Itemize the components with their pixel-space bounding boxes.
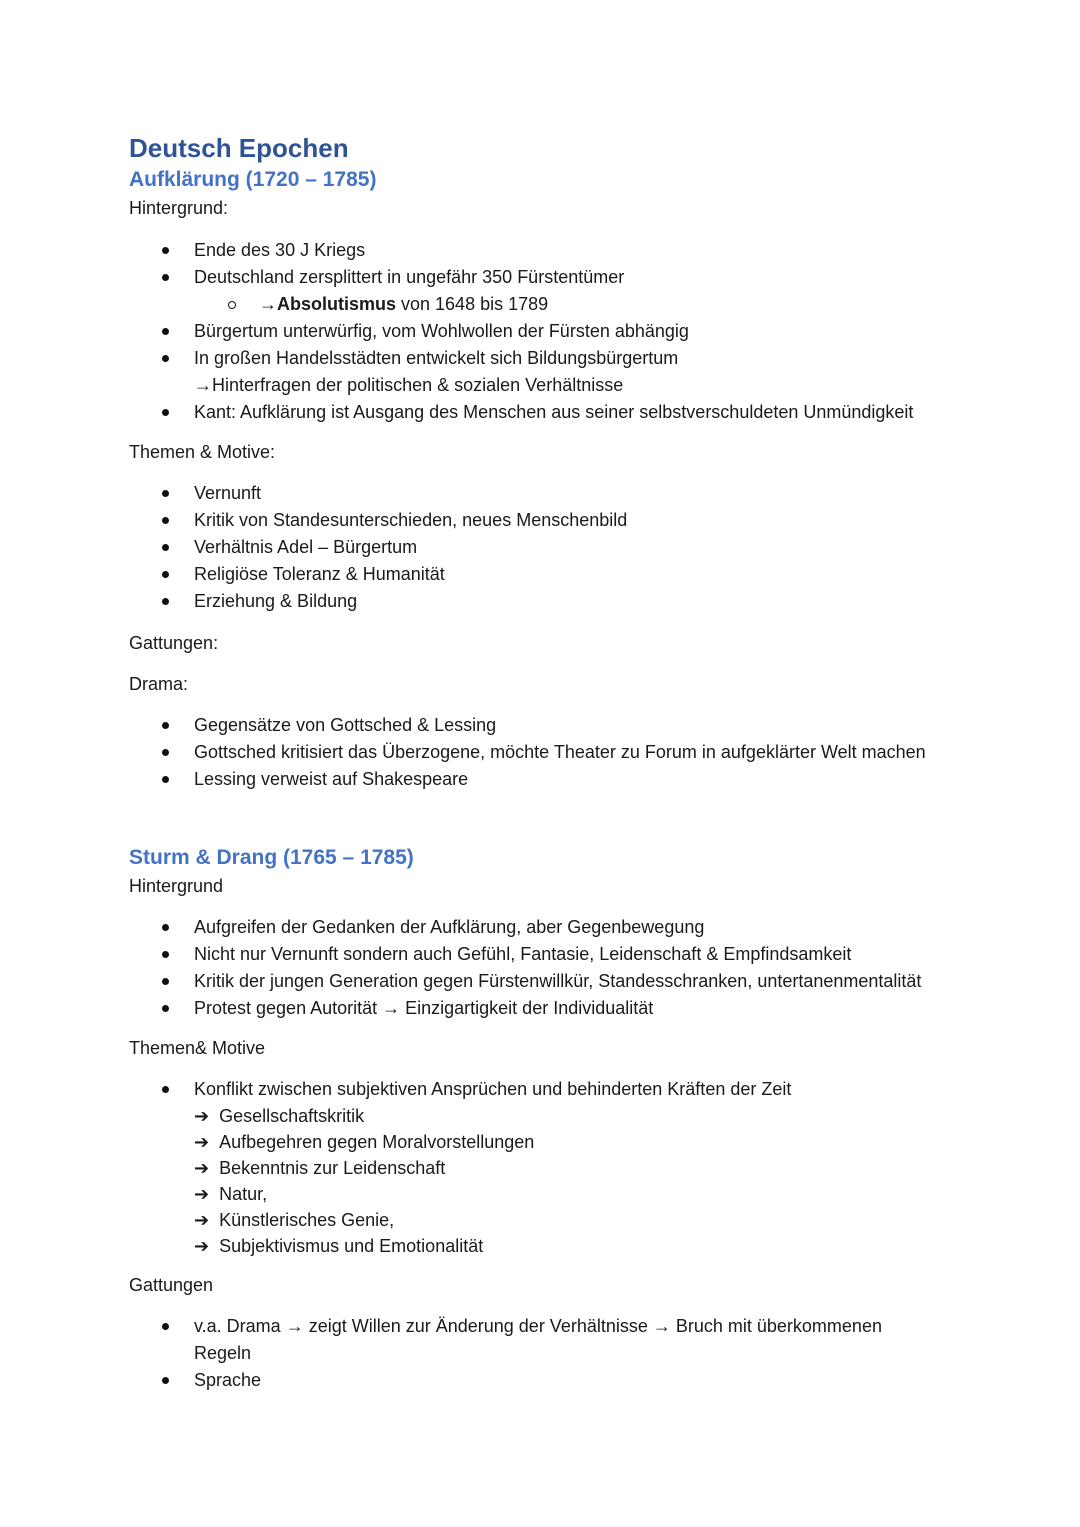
- arrow-icon: →: [259, 294, 277, 314]
- sub-list-item: [129, 291, 989, 318]
- arrow-icon: ➔: [194, 1236, 210, 1256]
- label-hintergrund-sturm: Hintergrund: [129, 876, 224, 896]
- arrow-icon: ➔: [194, 1184, 210, 1204]
- list-gattungen-sturm: [129, 1313, 989, 1394]
- item-text: Sprache: [194, 1370, 262, 1390]
- bullet-icon: [162, 722, 169, 729]
- item-text: Künstlerisches Genie,: [219, 1210, 395, 1230]
- continuation-line: [194, 372, 989, 399]
- arrow-icon: →: [652, 1316, 671, 1336]
- bullet-icon: [162, 924, 169, 931]
- bullet-icon: [162, 978, 169, 985]
- item-text: Aufgreifen der Gedanken der Aufklärung, aber Gegenbewegung: [194, 917, 705, 937]
- arrow-icon: →: [194, 375, 212, 395]
- arrow-icon: ➔: [194, 1158, 210, 1178]
- arrow-list-item: [194, 1103, 989, 1129]
- item-text: Ende des 30 J Kriegs: [194, 240, 366, 260]
- list-item: [129, 941, 989, 968]
- list-item: [129, 345, 989, 399]
- item-text: Subjektivismus und Emotionalität: [219, 1236, 484, 1256]
- list-hintergrund-sturm: [129, 914, 989, 1022]
- arrow-icon: ➔: [194, 1132, 210, 1152]
- bullet-icon: [162, 776, 169, 783]
- list-themen: [129, 480, 989, 615]
- bullet-icon: [162, 1323, 169, 1330]
- bullet-icon: [162, 1086, 169, 1093]
- item-text: zeigt Willen zur Änderung der Verhältnisse: [303, 1316, 653, 1336]
- bullet-icon: [162, 247, 169, 254]
- label-themen-sturm: Themen& Motive: [129, 1038, 266, 1058]
- list-item: [129, 914, 989, 941]
- list-item: [129, 1076, 989, 1259]
- arrow-icon: →: [382, 998, 401, 1018]
- item-text: Gesellschaftskritik: [219, 1106, 365, 1126]
- item-text: Lessing verweist auf Shakespeare: [194, 769, 469, 789]
- list-item: [129, 995, 989, 1022]
- document-title: Deutsch Epochen: [129, 133, 349, 163]
- continuation-line: Regeln: [194, 1343, 252, 1363]
- list-item: [129, 1313, 989, 1367]
- list-item: [129, 534, 989, 561]
- arrow-icon: →: [285, 1316, 304, 1336]
- item-text: Aufbegehren gegen Moralvorstellungen: [219, 1132, 535, 1152]
- item-bold-text: Absolutismus: [277, 294, 397, 314]
- item-text: Konflikt zwischen subjektiven Ansprüchen und behinderten Kräften der Zeit: [194, 1079, 792, 1099]
- item-text: Gegensätze von Gottsched & Lessing: [194, 715, 497, 735]
- item-text: Vernunft: [194, 483, 262, 503]
- bullet-icon: [162, 749, 169, 756]
- circle-bullet-icon: [228, 301, 236, 309]
- bullet-icon: [162, 598, 169, 605]
- arrow-list-item: [194, 1207, 989, 1233]
- item-text: Erziehung & Bildung: [194, 591, 358, 611]
- list-item: [129, 588, 989, 615]
- heading-aufklaerung: Aufklärung (1720 – 1785): [129, 168, 377, 191]
- bullet-icon: [162, 409, 169, 416]
- bullet-icon: [162, 1377, 169, 1384]
- list-item: [129, 561, 989, 588]
- item-text: Kritik der jungen Generation gegen Fürstenwillkür, Standesschranken, untertanenmentalität: [194, 971, 922, 991]
- list-item: [129, 968, 989, 995]
- item-text: von 1648 bis 1789: [396, 294, 549, 314]
- label-hintergrund: Hintergrund:: [129, 198, 229, 218]
- bullet-icon: [162, 544, 169, 551]
- bullet-icon: [162, 951, 169, 958]
- arrow-list-item: [194, 1181, 989, 1207]
- item-text: Bürgertum unterwürfig, vom Wohlwollen der Fürsten abhängig: [194, 321, 689, 341]
- list-item: [129, 480, 989, 507]
- item-text: Kant: Aufklärung ist Ausgang des Menschen aus seiner selbstverschuldeten Unmündigkeit: [194, 402, 914, 422]
- arrow-list-item: [194, 1233, 989, 1259]
- arrow-list-item: [194, 1155, 989, 1181]
- bullet-icon: [162, 1005, 169, 1012]
- list-item: [129, 766, 989, 793]
- item-text: Verhältnis Adel – Bürgertum: [194, 537, 418, 557]
- bullet-icon: [162, 328, 169, 335]
- list-item: [129, 712, 989, 739]
- label-gattungen: Gattungen:: [129, 633, 219, 653]
- list-item: [129, 237, 989, 264]
- list-item: [129, 507, 989, 534]
- item-text: Gottsched kritisiert das Überzogene, möchte Theater zu Forum in aufgeklärter Welt machen: [194, 742, 926, 762]
- list-item: [129, 318, 989, 345]
- label-drama: Drama:: [129, 674, 189, 694]
- list-item: [129, 739, 989, 766]
- arrow-list-item: [194, 1129, 989, 1155]
- item-text: Bekenntnis zur Leidenschaft: [219, 1158, 446, 1178]
- item-text: Einzigartigkeit der Individualität: [400, 998, 654, 1018]
- label-themen: Themen & Motive:: [129, 442, 276, 462]
- label-gattungen-sturm: Gattungen: [129, 1275, 214, 1295]
- list-item: [129, 399, 989, 426]
- list-themen-sturm: [129, 1076, 989, 1259]
- list-drama: [129, 712, 989, 793]
- item-text: Nicht nur Vernunft sondern auch Gefühl, Fantasie, Leidenschaft & Empfindsamkeit: [194, 944, 852, 964]
- bullet-icon: [162, 571, 169, 578]
- item-text: Kritik von Standesunterschieden, neues Menschenbild: [194, 510, 628, 530]
- bullet-icon: [162, 274, 169, 281]
- item-text: Protest gegen Autorität: [194, 998, 383, 1018]
- item-text: Hinterfragen der politischen & sozialen Verhältnisse: [212, 375, 624, 395]
- item-text: Natur,: [219, 1184, 268, 1204]
- item-text: Religiöse Toleranz & Humanität: [194, 564, 445, 584]
- item-text: v.a. Drama: [194, 1316, 286, 1336]
- list-item: [129, 1367, 989, 1394]
- arrow-icon: ➔: [194, 1210, 210, 1230]
- item-text: Bruch mit überkommenen: [670, 1316, 882, 1336]
- item-text: Deutschland zersplittert in ungefähr 350 Fürstentümer: [194, 267, 625, 287]
- bullet-icon: [162, 490, 169, 497]
- bullet-icon: [162, 355, 169, 362]
- item-text: In großen Handelsstädten entwickelt sich Bildungsbürgertum: [194, 348, 679, 368]
- list-hintergrund: [129, 237, 989, 426]
- document-content: [129, 131, 989, 1394]
- list-item: [129, 264, 989, 291]
- bullet-icon: [162, 517, 169, 524]
- arrow-icon: ➔: [194, 1106, 210, 1126]
- heading-sturm-drang: Sturm & Drang (1765 – 1785): [129, 846, 414, 869]
